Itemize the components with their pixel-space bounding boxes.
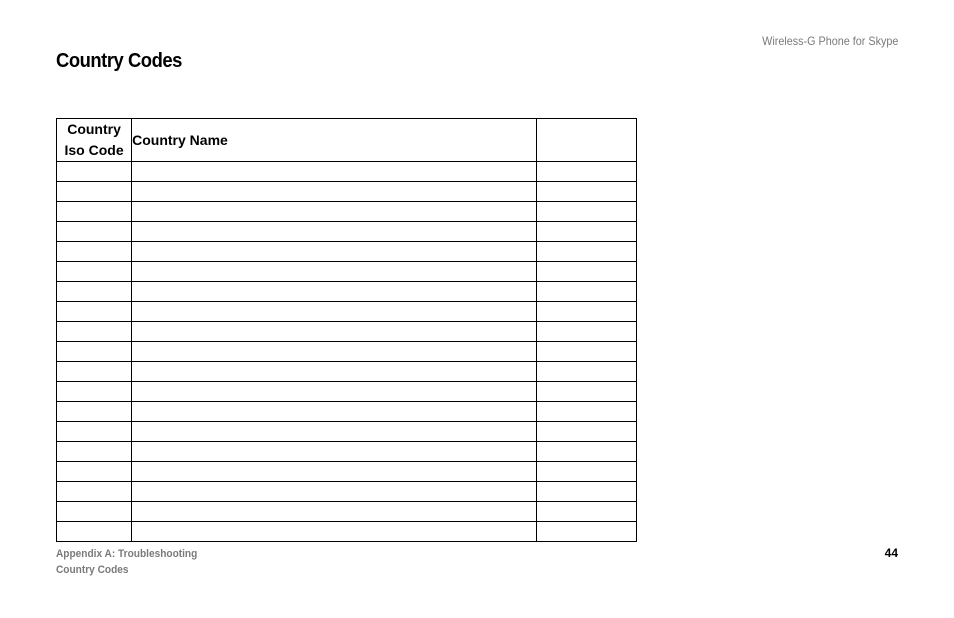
table-cell (132, 522, 537, 542)
table-cell (132, 282, 537, 302)
table-cell (132, 162, 537, 182)
table-cell (57, 222, 132, 242)
table-cell (536, 362, 636, 382)
table-cell (536, 262, 636, 282)
table-cell (57, 522, 132, 542)
table-row (57, 242, 637, 262)
table-cell (536, 282, 636, 302)
table-cell (536, 302, 636, 322)
table-row (57, 422, 637, 442)
table-cell (536, 482, 636, 502)
table-row (57, 342, 637, 362)
table-cell (57, 362, 132, 382)
table-cell (536, 422, 636, 442)
table-cell (536, 202, 636, 222)
table-row (57, 222, 637, 242)
table-row (57, 282, 637, 302)
table-row (57, 502, 637, 522)
table-row (57, 402, 637, 422)
table-cell (57, 242, 132, 262)
table-cell (132, 182, 537, 202)
footer-section: Appendix A: Troubleshooting (56, 548, 198, 560)
table-cell (57, 402, 132, 422)
header-extra-column (536, 119, 636, 162)
table-cell (132, 402, 537, 422)
table-row (57, 362, 637, 382)
table-cell (57, 502, 132, 522)
table-cell (132, 302, 537, 322)
table-cell (132, 362, 537, 382)
table-cell (57, 302, 132, 322)
table-cell (57, 462, 132, 482)
table-row (57, 322, 637, 342)
table-cell (57, 262, 132, 282)
table-cell (132, 262, 537, 282)
table-cell (536, 322, 636, 342)
table-cell (57, 342, 132, 362)
page-number: 44 (884, 546, 898, 560)
table-cell (536, 162, 636, 182)
table-row (57, 442, 637, 462)
table-cell (536, 442, 636, 462)
table-cell (132, 482, 537, 502)
footer-subsection: Country Codes (56, 564, 129, 576)
table-row (57, 382, 637, 402)
table-cell (132, 342, 537, 362)
table-cell (132, 202, 537, 222)
table-row (57, 302, 637, 322)
header-product-name: Wireless-G Phone for Skype (761, 34, 898, 48)
table-cell (536, 382, 636, 402)
table-cell (132, 422, 537, 442)
table-cell (57, 442, 132, 462)
table-row (57, 262, 637, 282)
table-cell (536, 182, 636, 202)
table-row (57, 162, 637, 182)
table-cell (536, 342, 636, 362)
table-cell (57, 202, 132, 222)
table-cell (57, 322, 132, 342)
table-cell (536, 242, 636, 262)
table-cell (57, 482, 132, 502)
table-cell (132, 242, 537, 262)
table-row (57, 182, 637, 202)
table-cell (132, 222, 537, 242)
table-cell (536, 462, 636, 482)
footer-breadcrumb (56, 546, 197, 578)
table-row (57, 482, 637, 502)
table-header-row (57, 119, 637, 162)
table-cell (132, 502, 537, 522)
table-cell (132, 462, 537, 482)
table-row (57, 522, 637, 542)
table-cell (132, 382, 537, 402)
header-country-iso-code (57, 119, 132, 162)
country-codes-table (56, 118, 637, 542)
header-iso-line2: Iso Code (64, 142, 124, 158)
header-country-name: Country Name (132, 119, 537, 162)
page-title: Country Codes (56, 50, 182, 72)
table-cell (536, 402, 636, 422)
table-cell (132, 322, 537, 342)
table-cell (536, 522, 636, 542)
table-row (57, 202, 637, 222)
table-cell (536, 502, 636, 522)
header-iso-line1: Country (67, 121, 121, 137)
table-cell (57, 162, 132, 182)
table-cell (536, 222, 636, 242)
table-cell (57, 422, 132, 442)
table-cell (57, 382, 132, 402)
table-body (57, 162, 637, 542)
table-row (57, 462, 637, 482)
table-cell (57, 182, 132, 202)
table-cell (57, 282, 132, 302)
table-cell (132, 442, 537, 462)
